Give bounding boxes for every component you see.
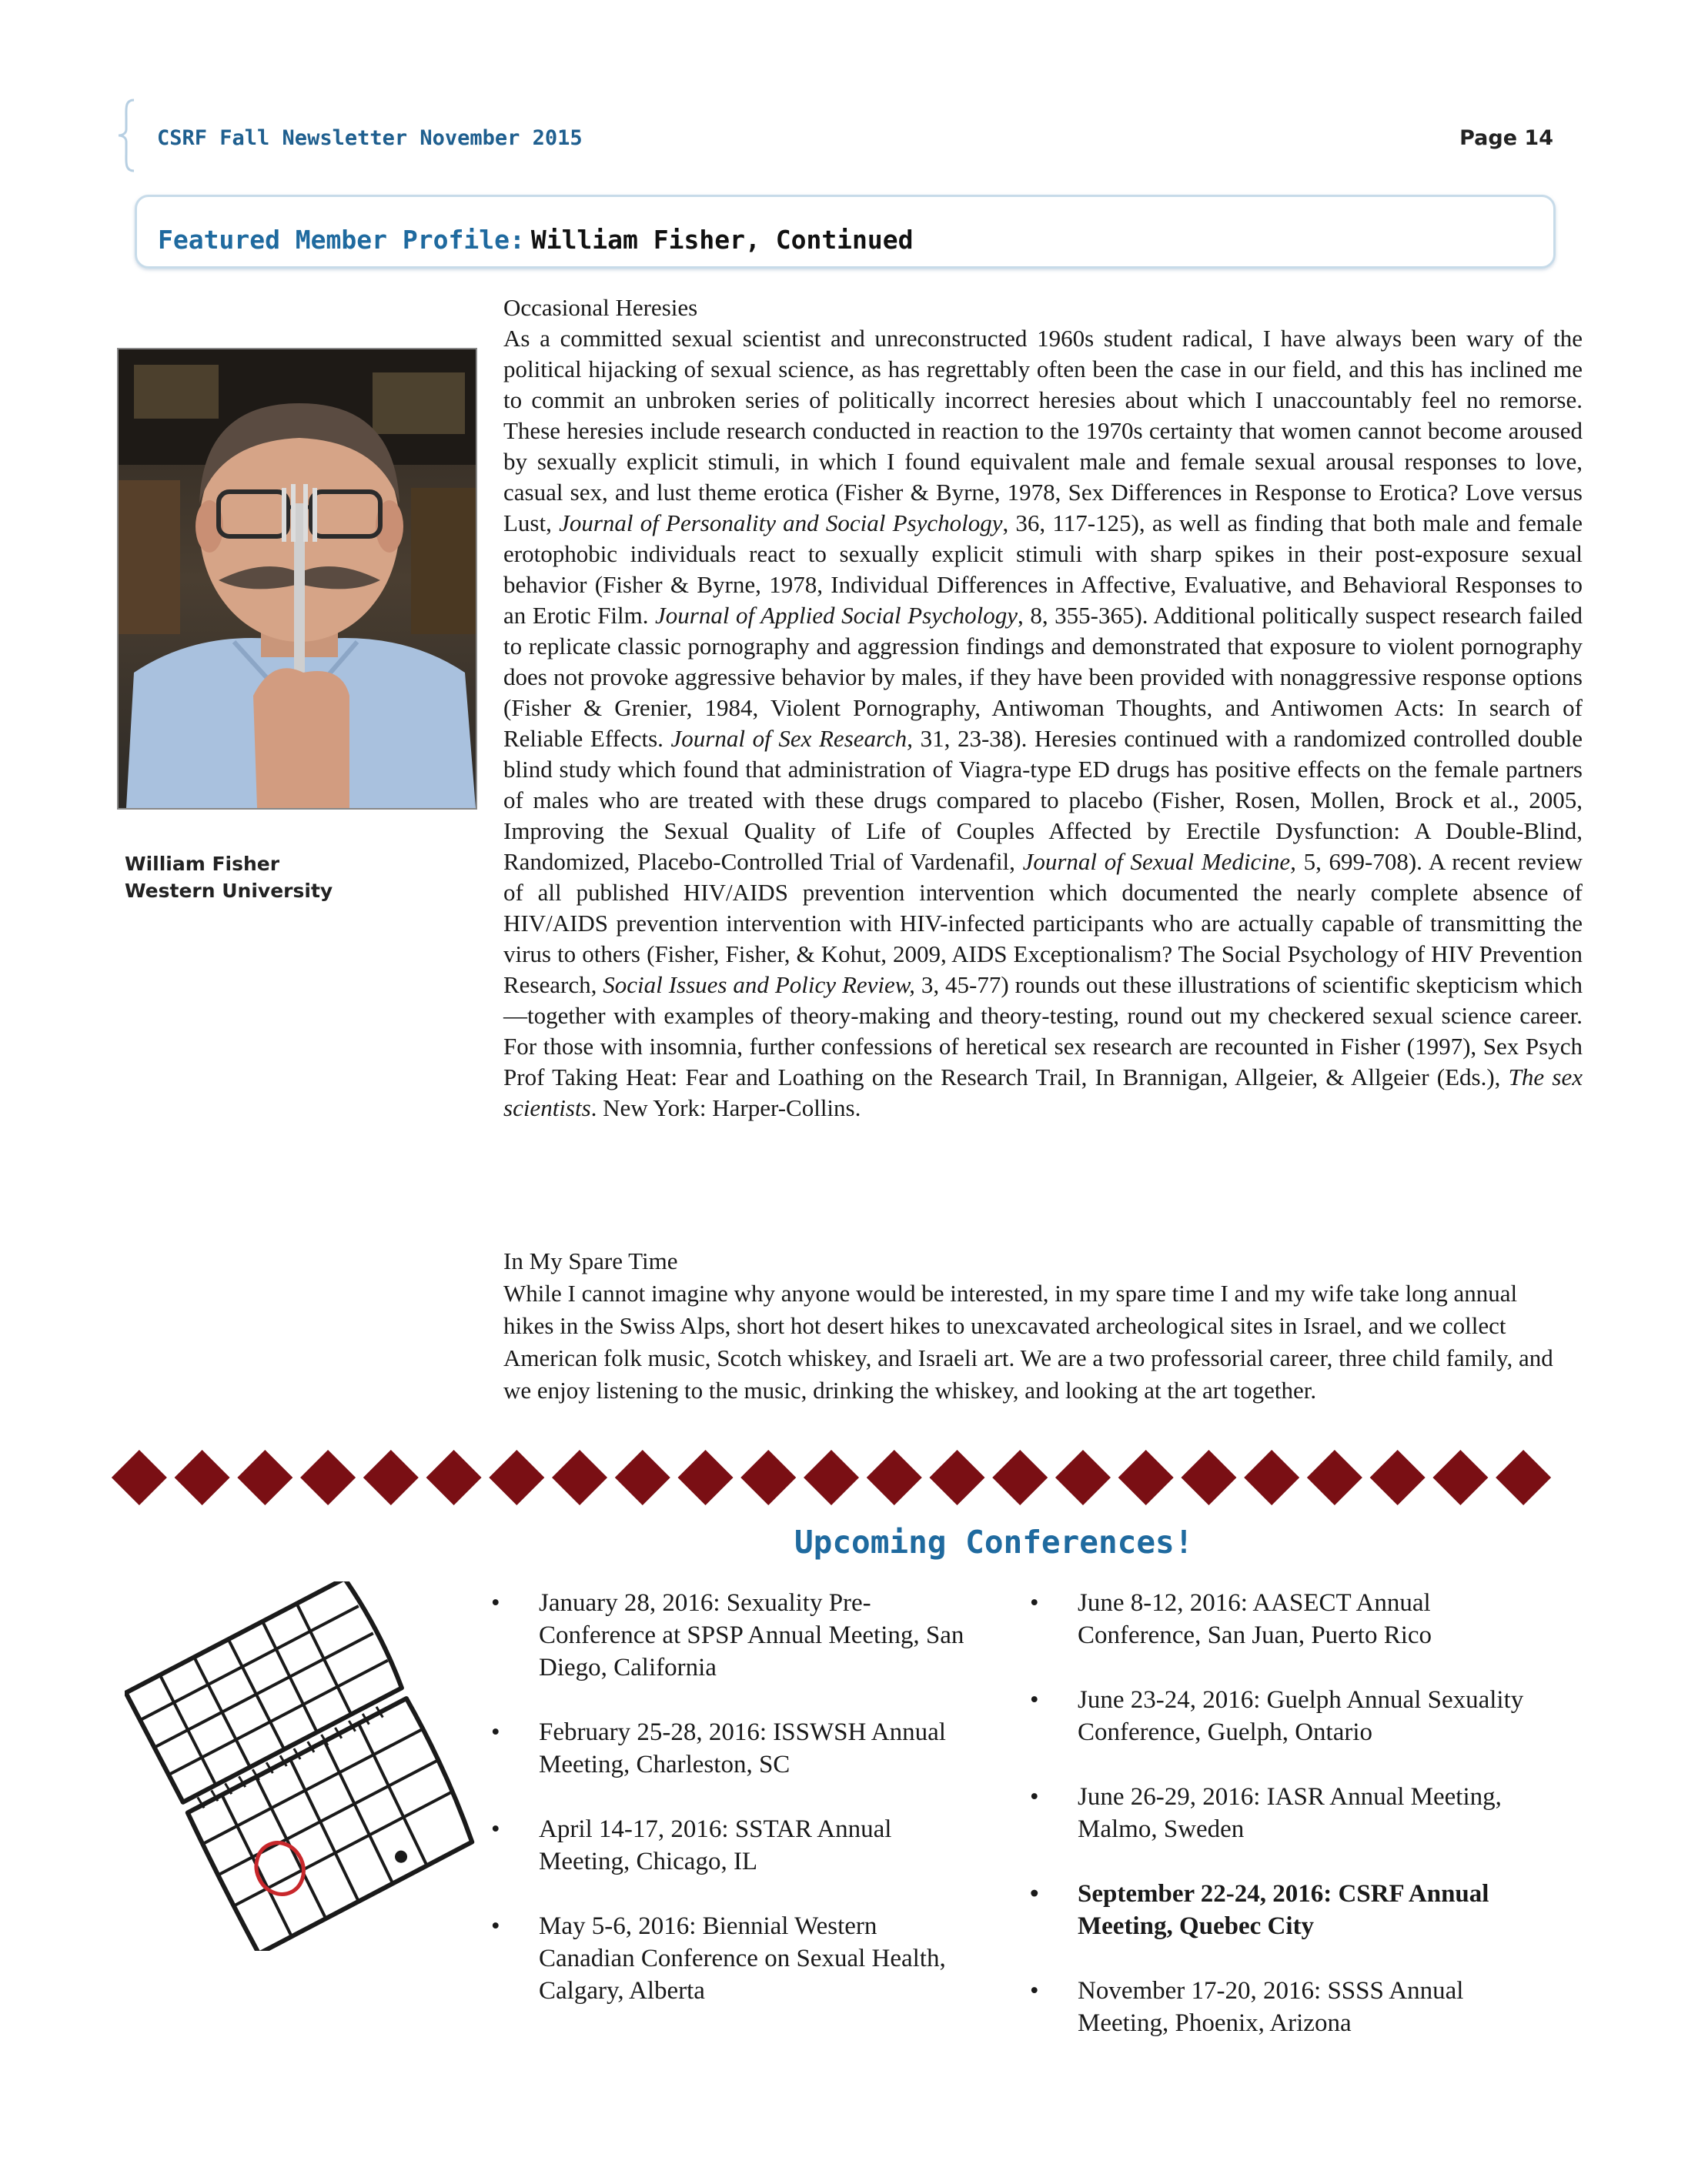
journal-title: Social Issues and Policy Review, [603, 971, 915, 998]
bullet-icon: • [491, 1718, 500, 1746]
divider-diamond [1496, 1450, 1551, 1505]
divider-diamond [1432, 1450, 1488, 1505]
text-run: As a committed sexual scientist and unreconstructed 1960s student radical, I have always been wary of the political hijacking of sexual science, as has regrettably often been the case in our field, and this has inclined me to commit an unbroken series of politically incorrect heresies about which I unaccountably feel no remorse. These heresies include research conducted in reaction to the 1970s certainty that women cannot become aroused by sexually explicit stimuli, in which I found equivalent male and female sexual arousal responses to love, casual sex, and lust theme erotica (Fisher & Byrne, 1978, Sex Differences in Response to Erotica? Love versus Lust, [503, 325, 1583, 536]
divider-diamond [1307, 1450, 1362, 1505]
text-run: 31, 23-38). Heresies continued with a randomized controlled double blind study which found that administration of Viagra-type ED drugs has positive effects on the female partners of males who are treated with these drugs compared to placebo (Fisher, Rosen, Mollen, Brock et al., 2005, Improving the Sexual Quality of Life of Couples Affected by Erectile Dysfunction: A Double-Blind, Randomized, Placebo-Controlled Trial of Vardenafil, [503, 725, 1583, 875]
article-body [503, 292, 1583, 1124]
conference-item [483, 1910, 976, 2007]
divider-diamond [1118, 1450, 1174, 1505]
conference-text: May 5-6, 2016: Biennial Western Canadian Conference on Sexual Health, Calgary, Alberta [539, 1912, 946, 2005]
divider-diamond [867, 1450, 922, 1505]
text-run: , 36, 117-125), as well as finding that both male and female erotophobic individuals react to sexually explicit stimuli with sharp spikes in their post-exposure sexual behavior (Fisher & Byrne, 1978, Individual Differences in Affective, Evaluative, and Behavioral Responses to an Erotic Film. [503, 509, 1583, 629]
divider-diamond [1370, 1450, 1426, 1505]
conference-item [1022, 1587, 1546, 1651]
member-photo-illustration [119, 349, 476, 808]
bullet-icon: • [1030, 1589, 1039, 1617]
divider-diamond [237, 1450, 292, 1505]
conference-list-left [483, 1587, 976, 2007]
divider-diamond [1055, 1450, 1111, 1505]
featured-profile-heading [158, 225, 914, 255]
divider-diamond [300, 1450, 356, 1505]
text-run: 3, 45-77) rounds out these illustrations of scientific skepticism which—together with examples of theory-making and theory-testing, round out my checkered sexual science career. For those with insomnia, further confessions of heretical sex research are recounted in Fisher (1997), Sex Psych Prof Taking Heat: Fear and Loathing on the Research Trail, In Brannigan, Allgeier, & Allgeier (Eds.), [503, 971, 1583, 1090]
page-number: Page 14 [1459, 126, 1553, 150]
text-run: , 8, 355-365). Additional politically suspect research failed to replicate classic pornography and aggression findings and demonstrated that exposure to violent pornography does not provoke aggressive behavior by males, if they have been provided with nonaggressive response options (Fisher & Grenier, 1984, Violent Pornography, Antiwoman Thoughts, and Antiwomen Acts: In search of Reliable Effects. [503, 602, 1583, 752]
conference-item [483, 1587, 976, 1684]
divider-diamond [1244, 1450, 1299, 1505]
conference-item [1022, 1684, 1546, 1748]
bullet-icon: • [491, 1815, 500, 1843]
divider-diamond [740, 1450, 796, 1505]
calendar-icon [125, 1581, 479, 1951]
bullet-icon: • [1030, 1686, 1039, 1714]
divider-diamond [992, 1450, 1048, 1505]
spare-time-section [503, 1245, 1564, 1407]
bullet-icon: • [1030, 1783, 1039, 1811]
section-heading-occasional-heresies: Occasional Heresies [503, 294, 698, 321]
conference-item [1022, 1975, 1546, 2039]
bullet-icon: • [1030, 1880, 1039, 1908]
divider-diamond [175, 1450, 230, 1505]
divider-diamond [426, 1450, 482, 1505]
newsletter-title: CSRF Fall Newsletter November 2015 [157, 126, 583, 150]
bullet-icon: • [491, 1589, 500, 1617]
section-heading-spare-time: In My Spare Time [503, 1247, 678, 1274]
conference-text: November 17-20, 2016: SSSS Annual Meeting, Phoenix, Arizona [1078, 1977, 1464, 2037]
conference-text: January 28, 2016: Sexuality Pre-Conference at SPSP Annual Meeting, San Diego, California [539, 1589, 964, 1681]
book-title: The sex scientists [503, 1064, 1583, 1121]
spare-time-paragraph: While I cannot imagine why anyone would be interested, in my spare time I and my wife take long annual hikes in the Swiss Alps, short hot desert hikes to unexcavated archeological sites in Israel, and we collect American folk music, Scotch whiskey, and Israeli art. We are a two professorial career, three child family, and we enjoy listening to the music, drinking the whiskey, and looking at the art together. [503, 1280, 1553, 1404]
divider-diamond [489, 1450, 544, 1505]
conferences-heading: Upcoming Conferences! [794, 1524, 1194, 1561]
conference-item [483, 1813, 976, 1878]
conference-text: February 25-28, 2016: ISSWSH Annual Meeting, Charleston, SC [539, 1718, 946, 1778]
photo-caption-affiliation: Western University [125, 880, 333, 902]
divider-diamond [112, 1450, 167, 1505]
conference-list-right [1022, 1587, 1546, 2039]
bullet-icon: • [1030, 1977, 1039, 2005]
header-brace-decoration [115, 99, 139, 172]
divider-diamond [929, 1450, 984, 1505]
divider-diamond [552, 1450, 607, 1505]
divider-diamond [804, 1450, 859, 1505]
conference-text: June 8-12, 2016: AASECT Annual Conference, San Juan, Puerto Rico [1078, 1589, 1432, 1649]
conference-text: June 26-29, 2016: IASR Annual Meeting, Malmo, Sweden [1078, 1783, 1502, 1843]
journal-title: Journal of Personality and Social Psychology [559, 509, 1003, 536]
conferences-left-column [483, 1587, 976, 2007]
conference-text: April 14-17, 2016: SSTAR Annual Meeting, Chicago, IL [539, 1815, 892, 1875]
diamond-divider [108, 1447, 1555, 1508]
divider-diamond [615, 1450, 670, 1505]
conference-text: June 23-24, 2016: Guelph Annual Sexuality Conference, Guelph, Ontario [1078, 1686, 1524, 1746]
photo-caption-name: William Fisher [125, 853, 280, 875]
divider-diamond [1181, 1450, 1236, 1505]
bullet-icon: • [491, 1912, 500, 1940]
conference-item [1022, 1878, 1546, 1942]
journal-title: Journal of Sexual Medicine, [1022, 848, 1296, 875]
conference-item [1022, 1781, 1546, 1845]
article-paragraph [503, 323, 1583, 1124]
featured-member-name: William Fisher, Continued [530, 225, 914, 255]
divider-diamond [363, 1450, 419, 1505]
member-photo [117, 348, 477, 810]
featured-label: Featured Member Profile: [158, 225, 525, 255]
journal-title: Journal of Sex Research, [670, 725, 913, 752]
text-run: . New York: Harper-Collins. [590, 1094, 861, 1121]
journal-title: Journal of Applied Social Psychology [655, 602, 1018, 629]
conference-text: September 22-24, 2016: CSRF Annual Meeting, Quebec City [1078, 1880, 1489, 1940]
divider-diamond [678, 1450, 734, 1505]
conference-item [483, 1716, 976, 1781]
text-run: 5, 699-708). A recent review of all published HIV/AIDS prevention intervention which documented the nearly complete absence of HIV/AIDS prevention intervention with HIV-infected participants who are actually capable of transmitting the virus to others (Fisher, Fisher, & Kohut, 2009, AIDS Exceptionalism? The Social Psychology of HIV Prevention Research, [503, 848, 1583, 998]
conferences-right-column [1022, 1587, 1546, 2039]
